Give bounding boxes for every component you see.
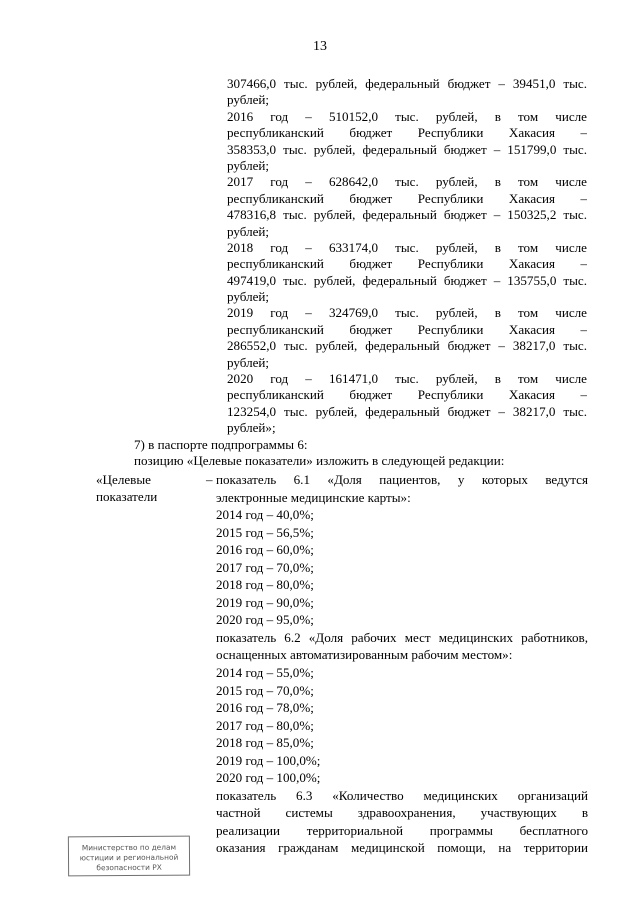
budget-line: 286552,0 тыс. рублей, федеральный бюджет – 38217,0 тыс. (227, 338, 587, 354)
budget-line: 2017 год – 628642,0 тыс. рублей, в том числе (227, 174, 587, 190)
budget-line: республиканский бюджет Республики Хакасия – (227, 125, 587, 141)
target-indicator-line: 2017 год – 70,0%; (216, 559, 314, 575)
item-7-heading: 7) в паспорте подпрограммы 6: (134, 437, 308, 452)
target-indicator-line: 2015 год – 70,0%; (216, 682, 314, 698)
budget-line: 358353,0 тыс. рублей, федеральный бюджет – 151799,0 тыс. (227, 141, 587, 157)
page-number: 13 (313, 39, 327, 54)
target-indicator-line: 2017 год – 80,0%; (216, 717, 314, 733)
budget-line: республиканский бюджет Республики Хакасия – (227, 190, 587, 206)
budget-line: 478316,8 тыс. рублей, федеральный бюджет – 150325,2 тыс. (227, 207, 587, 223)
targets-dash: – (206, 472, 213, 487)
ministry-stamp (68, 836, 190, 877)
target-indicator-line: 2018 год – 80,0%; (216, 577, 314, 593)
stamp-text-line: безопасности РХ (96, 862, 162, 873)
targets-values (216, 471, 588, 857)
budget-line: 2016 год – 510152,0 тыс. рублей, в том числе (227, 108, 587, 124)
targets-label (96, 471, 206, 505)
target-indicator-line: частной системы здравоохранения, участвующих в (216, 805, 588, 821)
budget-line: рублей; (227, 289, 270, 305)
target-indicator-line: показатель 6.1 «Доля пациентов, у которых ведутся (216, 472, 588, 487)
budget-line: рублей»; (227, 420, 276, 436)
targets-label-line: «Целевые (96, 472, 151, 487)
targets-label-line: показатели (96, 489, 158, 504)
target-indicator-line: электронные медицинские карты»: (216, 489, 411, 505)
budget-line: рублей; (227, 92, 270, 108)
target-indicator-line: 2019 год – 90,0%; (216, 594, 314, 610)
target-indicator-line: оснащенных автоматизированным рабочим местом»: (216, 647, 513, 663)
target-indicator-line: 2020 год – 100,0%; (216, 770, 321, 786)
budget-line: 2019 год – 324769,0 тыс. рублей, в том числе (227, 305, 587, 321)
stamp-text-line: юстиции и региональной (79, 852, 179, 863)
target-indicator-line: 2019 год – 100,0%; (216, 752, 321, 768)
target-indicator-line: реализации территориальной программы бесплатного (216, 822, 588, 838)
target-indicator-line: показатель 6.3 «Количество медицинских организаций (216, 787, 588, 803)
budget-line: республиканский бюджет Республики Хакасия – (227, 321, 587, 337)
stamp-text-line: Министерство по делам (81, 842, 177, 853)
item-7-instruction: позицию «Целевые показатели» изложить в следующей редакции: (134, 453, 505, 468)
budget-line: 2020 год – 161471,0 тыс. рублей, в том числе (227, 371, 587, 387)
target-indicator-line: 2014 год – 55,0%; (216, 665, 314, 681)
budget-line: 307466,0 тыс. рублей, федеральный бюджет – 39451,0 тыс. (227, 76, 587, 91)
target-indicator-line: показатель 6.2 «Доля рабочих мест медицинских работников, (216, 629, 588, 645)
budget-line: республиканский бюджет Республики Хакасия – (227, 256, 587, 272)
target-indicator-line: 2016 год – 60,0%; (216, 542, 314, 558)
target-indicator-line: 2016 год – 78,0%; (216, 700, 314, 716)
budget-line: республиканский бюджет Республики Хакасия – (227, 387, 587, 403)
budget-line: 497419,0 тыс. рублей, федеральный бюджет – 135755,0 тыс. (227, 272, 587, 288)
target-indicator-line: оказания гражданам медицинской помощи, на территории (216, 840, 588, 856)
budget-line: рублей; (227, 354, 270, 370)
budget-line: 2018 год – 633174,0 тыс. рублей, в том числе (227, 239, 587, 255)
budget-line: рублей; (227, 157, 270, 173)
budget-line: 123254,0 тыс. рублей, федеральный бюджет – 38217,0 тыс. (227, 403, 587, 419)
target-indicator-line: 2018 год – 85,0%; (216, 735, 314, 751)
target-indicator-line: 2020 год – 95,0%; (216, 612, 314, 628)
budget-continuation (227, 76, 587, 437)
target-indicator-line: 2014 год – 40,0%; (216, 507, 314, 523)
budget-line: рублей; (227, 223, 270, 239)
target-indicator-line: 2015 год – 56,5%; (216, 524, 314, 540)
